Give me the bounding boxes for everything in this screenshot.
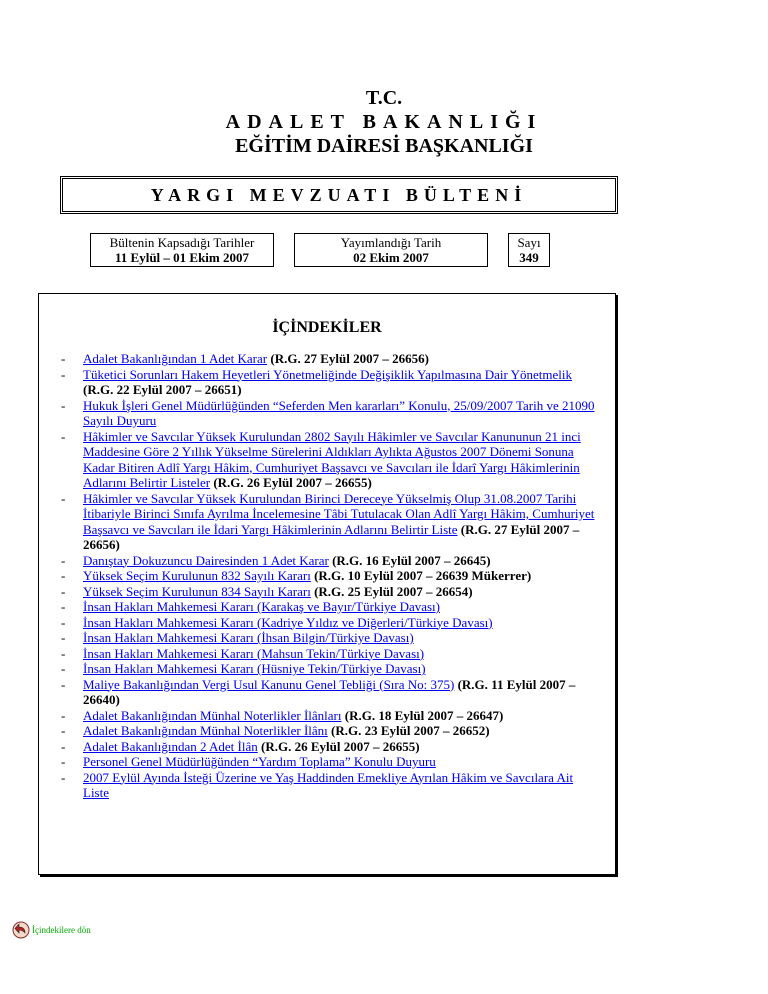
bulletin-title-box: [62, 178, 616, 212]
toc-item: [61, 398, 596, 429]
header-ministry: ADALET BAKANLIĞI: [225, 111, 543, 133]
toc-item-link[interactable]: İnsan Hakları Mahkemesi Kararı (Hüsniye Tekin/Türkiye Davası): [83, 661, 426, 676]
date-range-label: Bültenin Kapsadığı Tarihler: [109, 235, 255, 250]
toc-item: [61, 367, 596, 398]
toc-title: İÇİNDEKİLER: [272, 319, 382, 336]
issue-number-label: Sayı: [517, 235, 541, 250]
toc-item-link[interactable]: İnsan Hakları Mahkemesi Kararı (İhsan Bilgin/Türkiye Davası): [83, 630, 414, 645]
toc-item-link[interactable]: Hâkimler ve Savcılar Yüksek Kurulundan 2802 Sayılı Hâkimler ve Savcılar Kanununun 21 inci Maddesine Göre 2 Yıllık Yükselme Sürelerini Aldıkları Aylıkta Ağustos 2007 Dönemi Sonuna Kadar Bitiren Adlî Yargı Hâkim, Cumhuriyet Başsavcı ve Savcıları ile İdarî Yargı Hâkimlerinin Adlarını Belirtir Listeler: [83, 428, 581, 490]
published-date-value: 02 Ekim 2007: [353, 250, 429, 265]
toc-item: [61, 599, 596, 615]
toc-item: [61, 491, 596, 553]
toc-item-link[interactable]: İnsan Hakları Mahkemesi Kararı (Kadriye Yıldız ve Diğerleri/Türkiye Davası): [83, 614, 493, 630]
toc-item: [61, 351, 596, 367]
toc-item-link[interactable]: İnsan Hakları Mahkemesi Kararı (Mahsun Tekin/Türkiye Davası): [83, 645, 425, 661]
header-tc: T.C.: [365, 87, 403, 109]
toc-item-gazette-ref: (R.G. 27 Eylül 2007 – 26656): [83, 521, 580, 552]
toc-item-gazette-ref: (R.G. 10 Eylül 2007 – 26639 Mükerrer): [314, 568, 532, 583]
toc-item: [61, 739, 596, 755]
toc-item: [61, 630, 596, 646]
toc-item-gazette-ref: (R.G. 18 Eylül 2007 – 26647): [344, 707, 504, 723]
toc-item: [61, 615, 596, 631]
toc-item-gazette-ref: (R.G. 25 Eylül 2007 – 26654): [314, 583, 473, 599]
toc-item-link[interactable]: Personel Genel Müdürlüğünden “Yardım Toplama” Konulu Duyuru: [83, 754, 436, 769]
date-range-value: 11 Eylül – 01 Ekim 2007: [115, 250, 249, 265]
toc-item-link[interactable]: Yüksek Seçim Kurulunun 834 Sayılı Kararı: [83, 583, 311, 599]
toc-item-link[interactable]: 2007 Eylül Ayında İsteği Üzerine ve Yaş Haddinden Emekliye Ayrılan Hâkim ve Savcılara Ait Liste: [83, 769, 574, 800]
toc-item-link[interactable]: Adalet Bakanlığından 1 Adet Karar: [83, 351, 268, 366]
toc-item-link[interactable]: Maliye Bakanlığından Vergi Usul Kanunu Genel Tebliği (Sıra No: 375): [83, 676, 455, 692]
toc-item: [61, 723, 596, 739]
toc-item-link[interactable]: Hâkimler ve Savcılar Yüksek Kurulundan Birinci Dereceye Yükselmiş Olup 31.08.2007 Tarihi İtibariyle Birinci Sınıfa Ayrılma İncelemesine Tâbi Tutulacak Olan Adlî Yargı Hâkim, Cumhuriyet Başsavcı ve Savcıları ile İdari Yargı Hâkimlerinin Adlarını Belirtir Liste: [83, 490, 595, 537]
toc-item-link[interactable]: Danıştay Dokuzuncu Dairesinden 1 Adet Karar: [83, 552, 329, 568]
date-range-box: [90, 233, 274, 267]
back-arrow-icon: [12, 921, 30, 939]
published-date-label: Yayımlandığı Tarih: [340, 235, 442, 250]
bulletin-title: YARGI MEVZUATI BÜLTENİ: [150, 184, 528, 205]
toc-item-gazette-ref: (R.G. 22 Eylül 2007 – 26651): [83, 382, 242, 397]
toc-item-gazette-ref: (R.G. 16 Eylül 2007 – 26645): [332, 552, 491, 568]
toc-item-gazette-ref: (R.G. 11 Eylül 2007 – 26640): [83, 676, 576, 707]
toc-item: [61, 661, 596, 677]
toc-item-link[interactable]: Tüketici Sorunları Hakem Heyetleri Yönetmeliğinde Değişiklik Yapılmasına Dair Yönetmelik: [83, 366, 572, 382]
toc-item: [61, 568, 596, 584]
toc-item-link[interactable]: Adalet Bakanlığından Münhal Noterlikler İlânları: [83, 707, 342, 723]
toc-item: [61, 584, 596, 600]
toc-item-link[interactable]: Hukuk İşleri Genel Müdürlüğünden “Seferden Men kararları” Konulu, 25/09/2007 Tarih ve 21090 Sayılı Duyuru: [83, 397, 595, 428]
toc-item: [61, 770, 596, 801]
toc-item: [61, 553, 596, 569]
issue-number-value: 349: [519, 250, 539, 265]
toc-list: [61, 351, 596, 801]
toc-item-gazette-ref: (R.G. 26 Eylül 2007 – 26655): [260, 738, 420, 754]
issue-number-box: [508, 233, 550, 267]
back-to-contents-link[interactable]: [12, 921, 91, 939]
toc-item-link[interactable]: Adalet Bakanlığından Münhal Noterlikler İlânı: [83, 723, 328, 738]
header-department: EĞİTİM DAİRESİ BAŞKANLIĞI: [235, 135, 533, 157]
toc-item-gazette-ref: (R.G. 27 Eylül 2007 – 26656): [270, 351, 429, 366]
table-of-contents: [38, 293, 616, 875]
published-date-box: [294, 233, 488, 267]
toc-item: [61, 646, 596, 662]
toc-item-gazette-ref: (R.G. 26 Eylül 2007 – 26655): [213, 475, 372, 490]
back-to-contents-label: İçindekilere dön: [32, 925, 91, 935]
toc-item: [61, 754, 596, 770]
toc-item: [61, 708, 596, 724]
toc-item-link[interactable]: İnsan Hakları Mahkemesi Kararı (Karakaş ve Bayır/Türkiye Davası): [83, 599, 440, 614]
toc-item: [61, 429, 596, 491]
toc-item-gazette-ref: (R.G. 23 Eylül 2007 – 26652): [331, 723, 490, 738]
toc-item: [61, 677, 596, 708]
toc-item-link[interactable]: Yüksek Seçim Kurulunun 832 Sayılı Kararı: [83, 568, 311, 583]
toc-item-link[interactable]: Adalet Bakanlığından 2 Adet İlân: [83, 738, 258, 754]
